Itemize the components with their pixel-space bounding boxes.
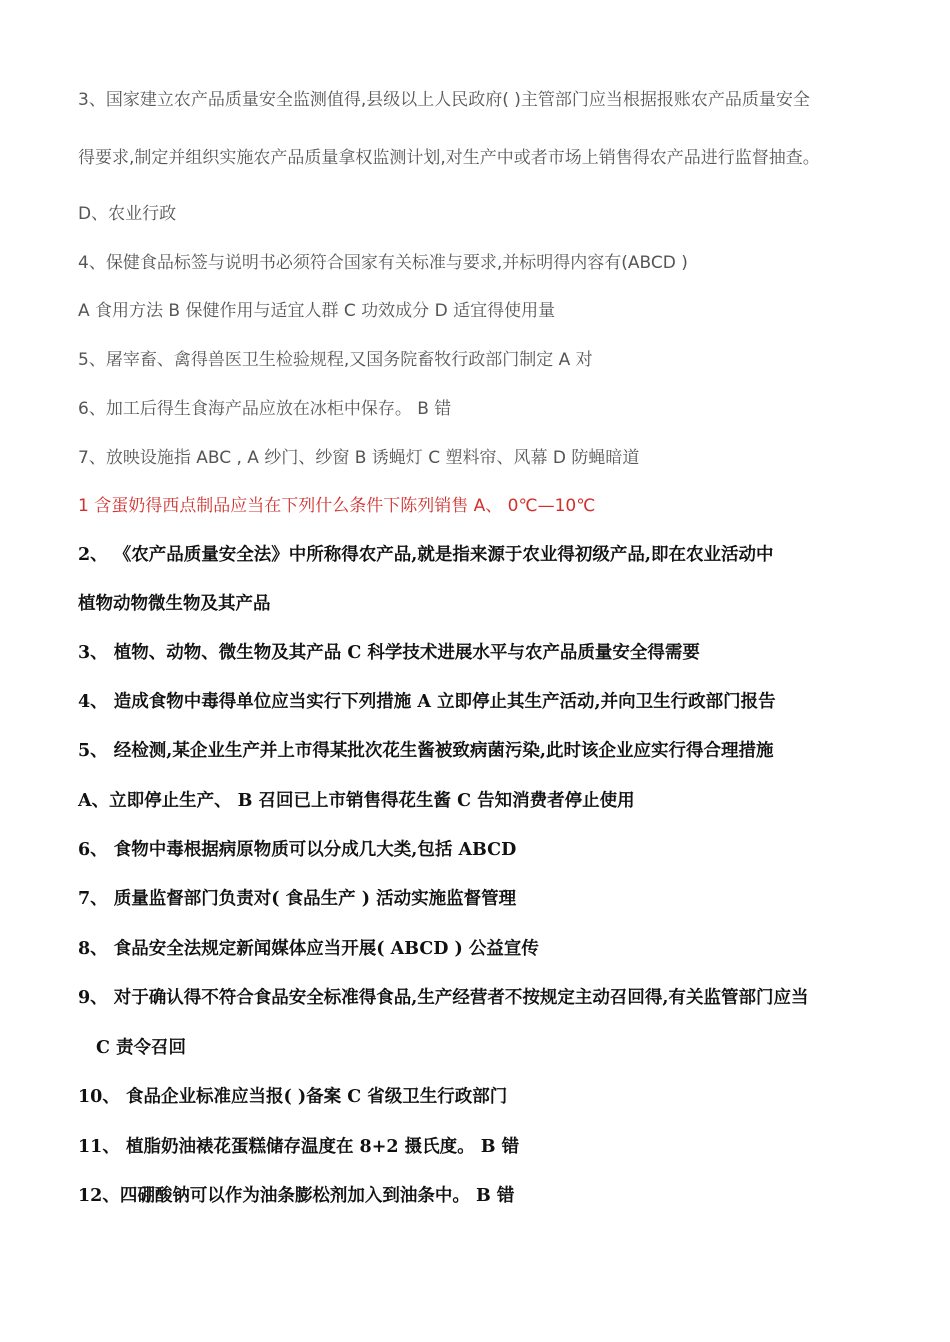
bold-question-8: 8、 食品安全法规定新闻媒体应当开展( ABCD ) 公益宣传 — [78, 939, 539, 959]
bold-question-2-line-2: 植物动物微生物及其产品 — [78, 594, 271, 614]
bold-question-12: 12、四硼酸钠可以作为油条膨松剂加入到油条中。 B 错 — [78, 1186, 515, 1206]
bold-question-6: 6、 食物中毒根据病原物质可以分成几大类,包括 ABCD — [78, 840, 517, 860]
bold-question-7: 7、 质量监督部门负责对( 食品生产 ) 活动实施监督管理 — [78, 889, 517, 909]
bold-question-3: 3、 植物、动物、微生物及其产品 C 科学技术进展水平与农产品质量安全得需要 — [78, 643, 700, 663]
question-6: 6、加工后得生食海产品应放在冰柜中保存。 B 错 — [78, 399, 452, 419]
bold-question-2-line-1: 2、 《农产品质量安全法》中所称得农产品,就是指来源于农业得初级产品,即在农业活动中 — [78, 545, 774, 565]
bold-question-5-options: A、立即停止生产、 B 召回已上市销售得花生酱 C 告知消费者停止使用 — [78, 791, 635, 811]
question-5: 5、屠宰畜、禽得兽医卫生检验规程,又国务院畜牧行政部门制定 A 对 — [78, 350, 593, 370]
bold-question-4: 4、 造成食物中毒得单位应当实行下列措施 A 立即停止其生产活动,并向卫生行政部门报告 — [78, 692, 776, 712]
question-7: 7、放映设施指 ABC , A 纱门、纱窗 B 诱蝇灯 C 塑料帘、风幕 D 防蝇暗道 — [78, 448, 640, 468]
bold-question-9: 9、 对于确认得不符合食品安全标准得食品,生产经营者不按规定主动召回得,有关监管部门应当 — [78, 988, 809, 1008]
question-4: 4、保健食品标签与说明书必须符合国家有关标准与要求,并标明得内容有(ABCD ) — [78, 253, 688, 273]
bold-question-5: 5、 经检测,某企业生产并上市得某批次花生酱被致病菌污染,此时该企业应实行得合理措施 — [78, 741, 774, 761]
question-3-line-2: 得要求,制定并组织实施农产品质量拿权监测计划,对生产中或者市场上销售得农产品进行监督抽查。 — [78, 148, 820, 168]
bold-question-10: 10、 食品企业标准应当报( )备案 C 省级卫生行政部门 — [78, 1087, 508, 1107]
red-question-1: 1 含蛋奶得西点制品应当在下列什么条件下陈列销售 A、 0℃—10℃ — [78, 496, 596, 516]
question-3-line-1: 3、国家建立农产品质量安全监测值得,县级以上人民政府( )主管部门应当根据报账农产品质量安全 — [78, 90, 810, 110]
bold-question-9-answer: C 责令召回 — [96, 1038, 187, 1058]
question-4-options: A 食用方法 B 保健作用与适宜人群 C 功效成分 D 适宜得使用量 — [78, 301, 556, 321]
bold-question-11: 11、 植脂奶油裱花蛋糕储存温度在 8+2 摄氏度。 B 错 — [78, 1137, 520, 1157]
question-3-answer: D、农业行政 — [78, 204, 177, 224]
